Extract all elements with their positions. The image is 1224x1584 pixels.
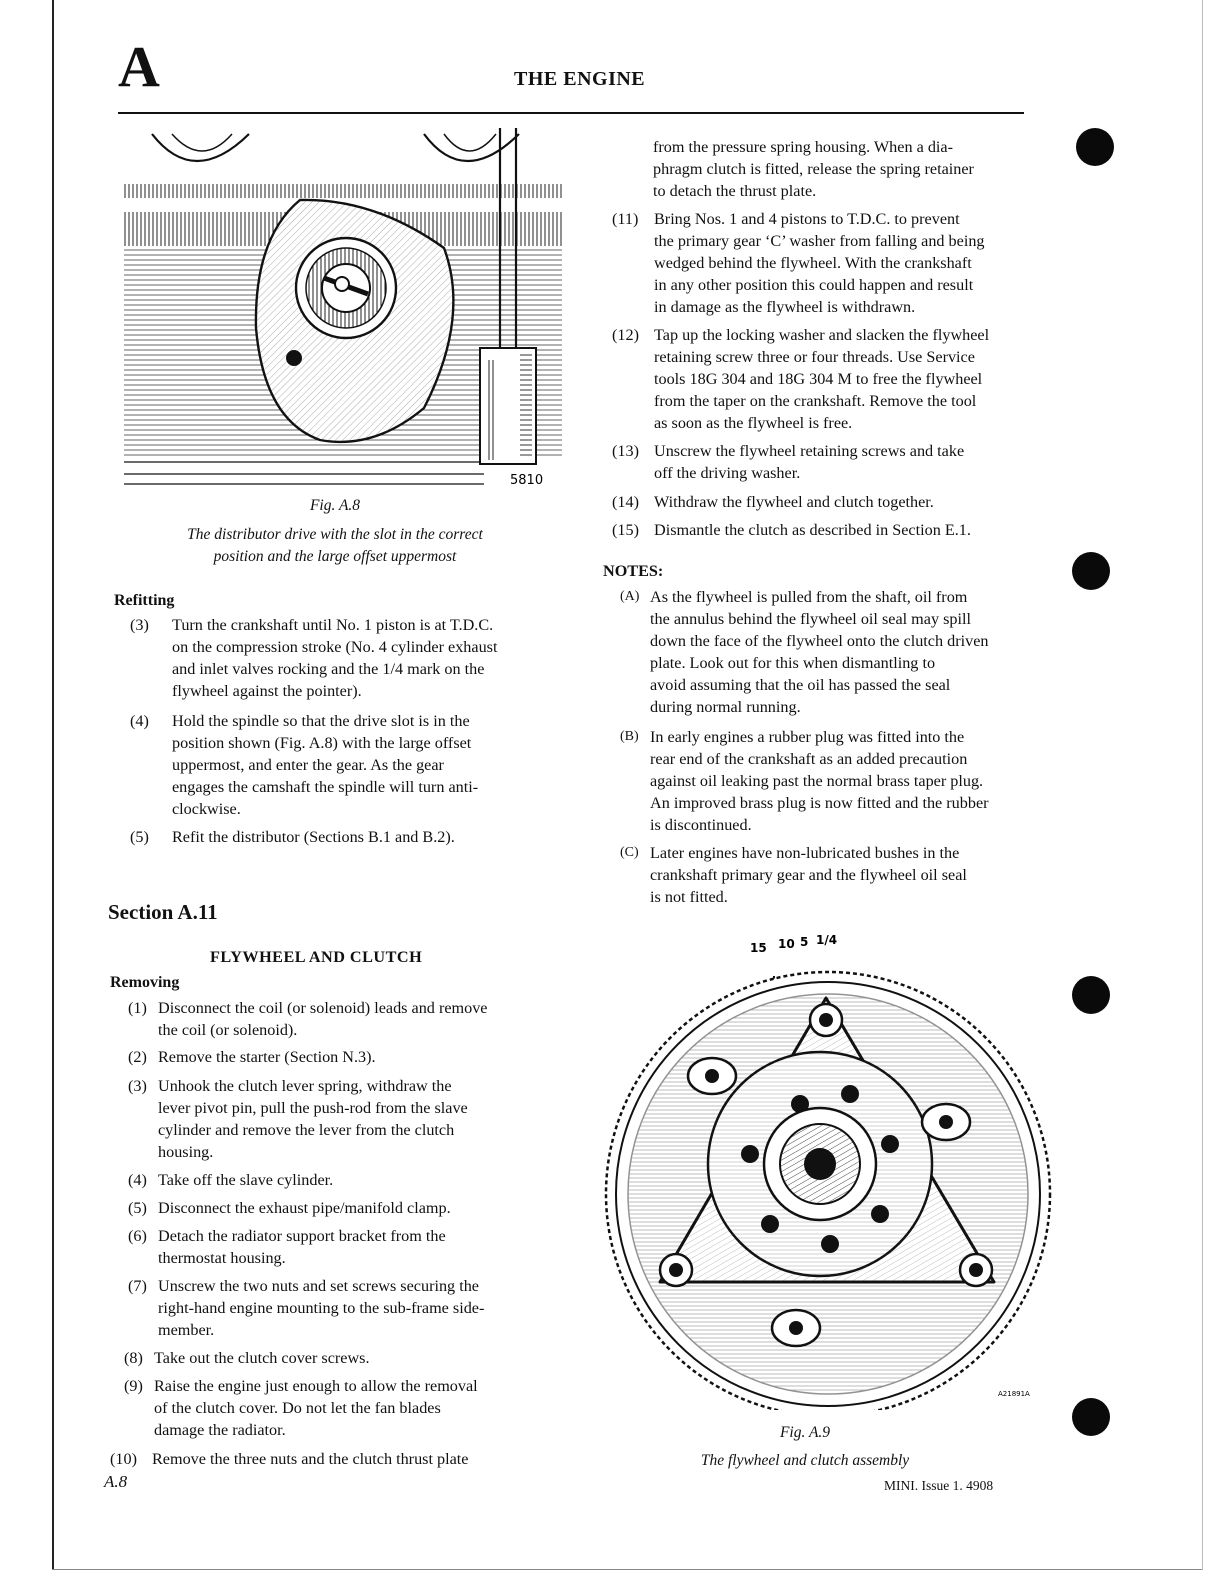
- page-bottom-border: [52, 1569, 1202, 1570]
- removing-heading: Removing: [110, 974, 180, 991]
- flywheel-clutch-illustration: [600, 924, 1060, 1410]
- page-number: A.8: [104, 1472, 128, 1491]
- removing-step-14: (14) Withdraw the flywheel and clutch together.: [612, 493, 934, 511]
- removing-step-12: (12) Tap up the locking washer and slacken the flywheel retaining screw three or four threads. Use Service tools 18G 304 and 18G 304 M to free the flywheel from the taper on the crankshaft. Remove the tool as soon as the flywheel is free.: [612, 326, 990, 432]
- page-right-edge: [1202, 0, 1203, 1570]
- removing-step-7: (7) Unscrew the two nuts and set screws securing the right-hand engine mounting to the sub-frame side- member.: [128, 1277, 485, 1339]
- header-rule: [118, 112, 1024, 114]
- section-title: FLYWHEEL AND CLUTCH: [210, 948, 423, 966]
- timing-mark-quarter: 1/4: [816, 933, 838, 947]
- punch-hole-4: [1072, 1398, 1110, 1436]
- section-letter: A: [118, 34, 160, 99]
- timing-mark-10: 10: [778, 937, 795, 951]
- timing-mark-15: 15: [750, 941, 767, 955]
- removing-step-15: (15) Dismantle the clutch as described in Section E.1.: [612, 521, 971, 539]
- refitting-step-4: (4) Hold the spindle so that the drive slot is in the position shown (Fig. A.8) with the large offset uppermost, and enter the gear. As the gear engages the camshaft the spindle will turn anti- clockwise.: [130, 712, 479, 818]
- note-b: (B) In early engines a rubber plug was fitted into the rear end of the crankshaft as an added precaution against oil leaking past the normal brass taper plug. An improved brass plug is now fitted and the rubber is discontinued.: [620, 728, 989, 834]
- note-c: (C) Later engines have non-lubricated bushes in the crankshaft primary gear and the flywheel oil seal is not fitted.: [620, 844, 967, 906]
- figure-a9-ref: A21891A: [998, 1390, 1030, 1398]
- section-heading: Section A.11: [108, 900, 218, 924]
- removing-step-1: (1) Disconnect the coil (or solenoid) leads and remove the coil (or solenoid).: [128, 999, 488, 1039]
- distributor-drive-illustration: [124, 128, 572, 490]
- figure-a8-caption-line2: position and the large offset uppermost: [213, 548, 457, 565]
- notes-heading: NOTES:: [603, 562, 664, 580]
- punch-hole-2: [1072, 552, 1110, 590]
- timing-mark-5: 5: [800, 935, 809, 949]
- removing-step-4: (4) Take off the slave cylinder.: [128, 1171, 334, 1189]
- removing-step-11: (11) Bring Nos. 1 and 4 pistons to T.D.C. to prevent the primary gear ‘C’ washer from falling and being wedged behind the flywheel. With the crankshaft in any other position this could happen and result in damage as the flywheel is withdrawn.: [612, 210, 985, 316]
- page-left-border: [52, 0, 54, 1570]
- chapter-title: THE ENGINE: [514, 68, 646, 90]
- refitting-heading: Refitting: [114, 592, 175, 609]
- punch-hole-3: [1072, 976, 1110, 1014]
- removing-step-6: (6) Detach the radiator support bracket from the thermostat housing.: [128, 1227, 446, 1267]
- figure-a8-title: Fig. A.8: [309, 497, 361, 514]
- removing-step-3: (3) Unhook the clutch lever spring, withdraw the lever pivot pin, pull the push-rod from the slave cylinder and remove the lever from the clutch housing.: [128, 1077, 468, 1161]
- refitting-step-3: (3) Turn the crankshaft until No. 1 piston is at T.D.C. on the compression stroke (No. 4 cylinder exhaust and inlet valves rocking and the 1/4 mark on the flywheel against the pointer).: [130, 616, 498, 700]
- removing-step-5: (5) Disconnect the exhaust pipe/manifold clamp.: [128, 1199, 451, 1217]
- thrust-plate-continuation: from the pressure spring housing. When a dia- phragm clutch is fitted, release the spring retainer to detach the thrust plate.: [653, 138, 974, 200]
- removing-step-10: (10) Remove the three nuts and the clutch thrust plate: [110, 1450, 469, 1468]
- figure-a9-caption: The flywheel and clutch assembly: [700, 1452, 910, 1469]
- removing-step-13: (13) Unscrew the flywheel retaining screws and take off the driving washer.: [612, 442, 965, 482]
- punch-hole-1: [1076, 128, 1114, 166]
- footer-reference: MINI. Issue 1. 4908: [884, 1478, 994, 1493]
- figure-a8-caption-line1: The distributor drive with the slot in the correct: [187, 526, 483, 543]
- spring-housing: [708, 1052, 932, 1276]
- note-a: (A) As the flywheel is pulled from the shaft, oil from the annulus behind the flywheel oil seal may spill down the face of the flywheel onto the clutch driven plate. Look out for this when dismantling to avoid assuming that the oil has passed the seal during normal running.: [620, 588, 989, 716]
- figure-a9-title: Fig. A.9: [779, 1424, 831, 1441]
- removing-step-2: (2) Remove the starter (Section N.3).: [128, 1048, 376, 1066]
- refitting-step-5: (5) Refit the distributor (Sections B.1 and B.2).: [130, 828, 455, 846]
- figure-a8-ref: 5810: [510, 473, 544, 488]
- removing-step-9: (9) Raise the engine just enough to allow the removal of the clutch cover. Do not let the fan blades damage the radiator.: [124, 1377, 478, 1439]
- removing-step-8: (8) Take out the clutch cover screws.: [124, 1349, 370, 1367]
